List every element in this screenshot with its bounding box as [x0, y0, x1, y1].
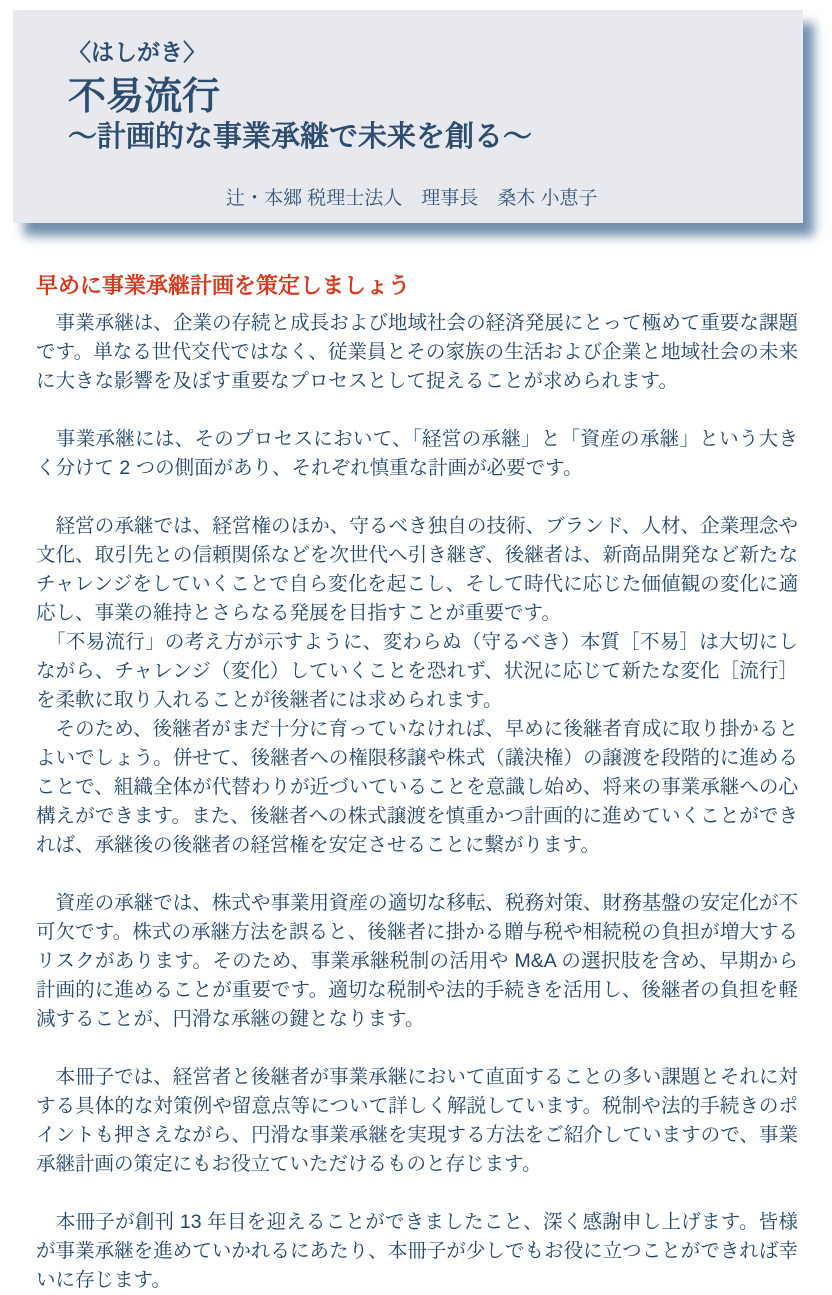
- preface-kicker: 〈はしがき〉: [68, 39, 206, 65]
- paragraph-block: [36, 889, 798, 1034]
- paragraph: そのため、後継者がまだ十分に育っていなければ、早めに後継者育成に取り掛かるとよいでしょう。併せて、後継者への権限移譲や株式（議決権）の譲渡を段階的に進めることで、組織全体が代替わりが近づいていることを意識し始め、将来の事業承継への心構えができます。また、後継者への株式譲渡を慎重かつ計画的に進めていくことができれば、承継後の後継者の経営権を安定させることに繋がります。: [36, 718, 798, 856]
- paragraph: 本冊子では、経営者と後継者が事業承継において直面することの多い課題とそれに対する具体的な対策例や留意点等について詳しく解説しています。税制や法的手続きのポイントも押さえながら、円滑な事業承継を実現する方法をご紹介していますので、事業承継計画の策定にもお役立ていただけるものと存じます。: [36, 1066, 798, 1175]
- paragraph: 「不易流行」の考え方が示すように、変わらぬ（守るべき）本質［不易］は大切にしながら、チャレンジ（変化）していくことを恐れず、状況に応じて新たな変化［流行］を柔軟に取り入れることが後継者には求められます。: [36, 631, 798, 711]
- paragraph: 本冊子が創刊 13 年目を迎えることができましたこと、深く感謝申し上げます。皆様が事業承継を進めていかれるにあたり、本冊子が少しでもお役に立つことができれば幸いに存じます。: [36, 1211, 798, 1291]
- paragraph: 経営の承継では、経営権のほか、守るべき独自の技術、ブランド、人材、企業理念や文化、取引先との信頼関係などを次世代へ引き継ぎ、後継者は、新商品開発など新たなチャレンジをしていくことで自ら変化を起こし、そして時代に応じた価値観の変化に適応し、事業の維持とさらなる発展を目指すことが重要です。: [36, 515, 798, 624]
- page-title: 不易流行: [68, 73, 221, 118]
- paragraph: 事業承継には、そのプロセスにおいて、「経営の承継」と「資産の承継」という大きく分けて 2 つの側面があり、それぞれ慎重な計画が必要です。: [36, 428, 798, 479]
- paragraph: 事業承継は、企業の存続と成長および地域社会の経済発展にとって極めて重要な課題です。単なる世代交代ではなく、従業員とその家族の生活および企業と地域社会の未来に大きな影響を及ぼす重要なプロセスとして捉えることが求められます。: [36, 312, 798, 392]
- page-subtitle: ～計画的な事業承継で未来を創る～: [68, 119, 533, 153]
- author-line: 辻・本郷 税理士法人 理事長 桑木 小恵子: [226, 188, 598, 209]
- preface-header-box: [13, 10, 803, 223]
- paragraph-block: [36, 512, 798, 860]
- paragraph-block: [36, 425, 798, 483]
- paragraph-block: [36, 1208, 798, 1295]
- body-content: [36, 273, 798, 1295]
- paragraph-block: [36, 309, 798, 396]
- paragraph: 資産の承継では、株式や事業用資産の適切な移転、税務対策、財務基盤の安定化が不可欠です。株式の承継方法を誤ると、後継者に掛かる贈与税や相続税の負担が増大するリスクがあります。そのため、事業承継税制の活用や M&A の選択肢を含め、早期から計画的に進めることが重要です。適切な税制や法的手続きを活用し、後継者の負担を軽減することが、円滑な承継の鍵となります。: [36, 892, 798, 1030]
- paragraph-blocks: [36, 309, 798, 1295]
- section-heading: 早めに事業承継計画を策定しましょう: [36, 273, 411, 298]
- paragraph-block: [36, 1063, 798, 1179]
